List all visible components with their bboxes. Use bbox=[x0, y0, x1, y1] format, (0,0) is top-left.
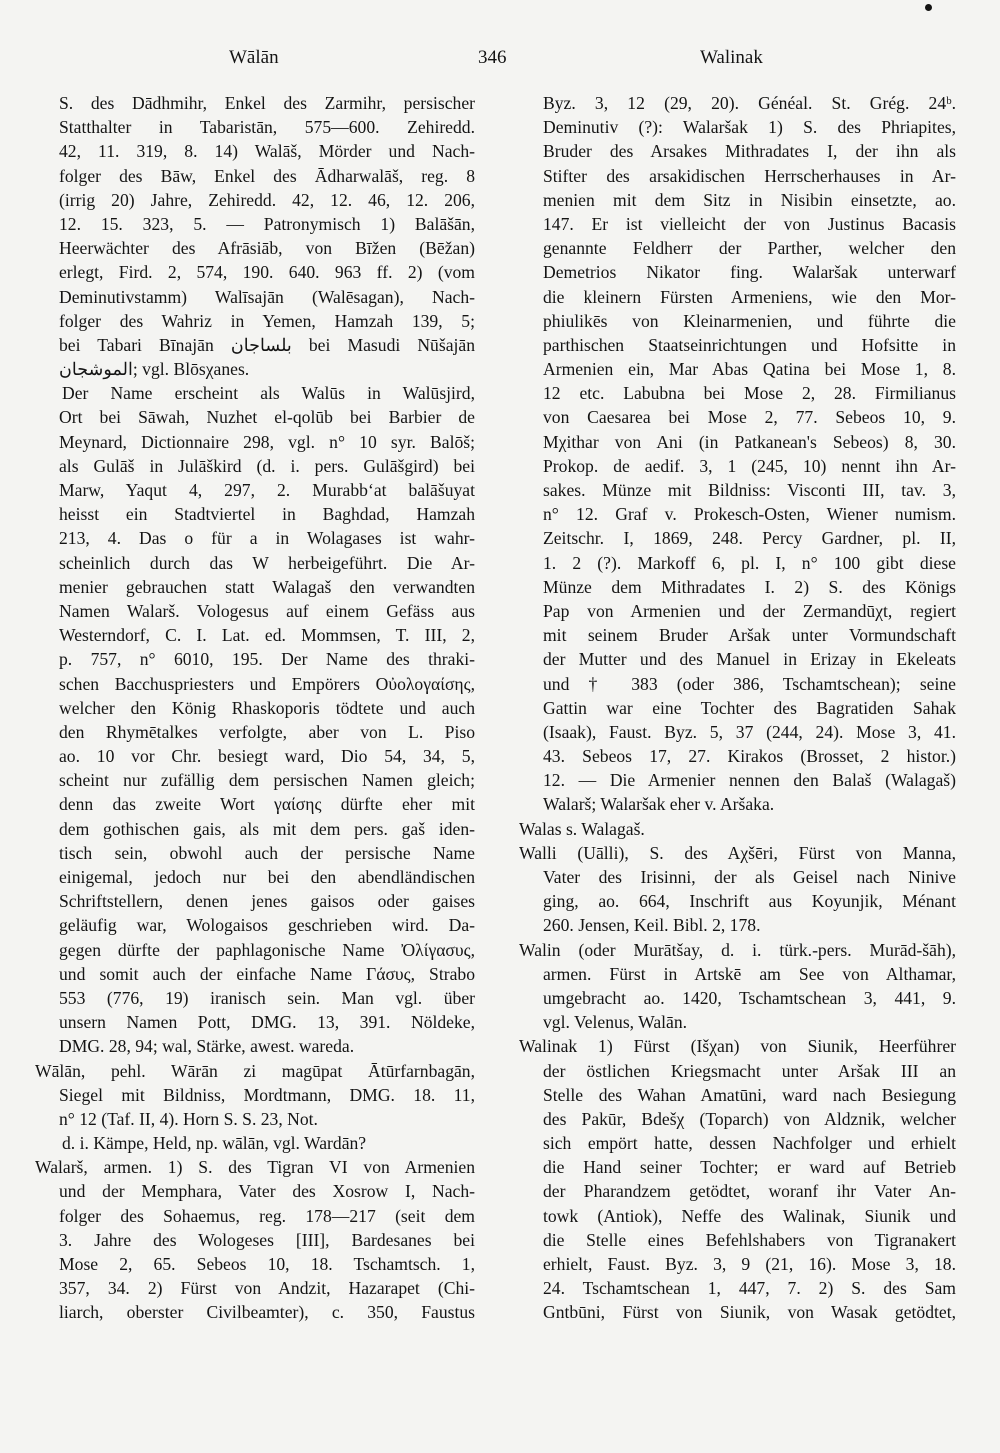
text-line: Schriftstellern, denen jenes gaisos oder gaises bbox=[59, 891, 475, 912]
entry-headword-line: Walli (Uālli), S. des Aχšēri, Fürst von Manna, bbox=[519, 842, 956, 863]
text-line: Bruder des Arsakes Mithradates I, der ihn als bbox=[543, 141, 956, 162]
text-line: 147. Er ist vielleicht der von Justinus Bacasis bbox=[543, 213, 956, 234]
text-line: Meynard, Dictionnaire 298, vgl. n° 10 syr. Balōš; bbox=[59, 431, 475, 452]
text-line: 42, 11. 319, 8. 14) Walāš, Mörder und Nach- bbox=[59, 141, 475, 162]
text-line: Gntbūni, Fürst von Siunik, von Wasak getödtet, bbox=[543, 1302, 956, 1323]
text-line: Walarš; Walaršak eher v. Aršaka. bbox=[543, 794, 775, 815]
text-line: ging, ao. 664, Inschrift aus Koyunjik, Ménant bbox=[543, 891, 956, 912]
text-line: Mose 2, 65. Sebeos 10, 18. Tschamtsch. 1, bbox=[59, 1254, 475, 1274]
text-line: liarch, oberster Civilbeamter), c. 350, Faustus bbox=[59, 1302, 475, 1323]
text-line: 12 etc. Labubna bei Mose 2, 28. Firmilianus bbox=[543, 383, 956, 404]
running-head-right: Walinak bbox=[700, 47, 763, 68]
text-line: und somit auch der einfache Name Γάσυς, Strabo bbox=[59, 963, 475, 984]
text-line: umgebracht ao. 1420, Tschamtschean 3, 441, 9. bbox=[543, 987, 956, 1008]
text-line: towk (Antiok), Neffe des Walinak, Siunik und bbox=[543, 1205, 956, 1226]
text-line: Zeitschr. I, 1869, 248. Percy Gardner, pl. II, bbox=[543, 528, 956, 549]
text-line: d. i. Kämpe, Held, np. wālān, vgl. Wardān? bbox=[62, 1133, 367, 1154]
text-line: 553 (776, 19) iranisch sein. Man vgl. über bbox=[59, 987, 475, 1008]
text-line: 357, 34. 2) Fürst von Andzit, Hazarapet (Chi- bbox=[59, 1278, 475, 1299]
text-line: n° 12. Graf v. Prokesch-Osten, Wiener numism. bbox=[543, 504, 956, 525]
page-number: 346 bbox=[478, 47, 507, 68]
text-line: dem gothischen gais, als mit dem pers. gaš iden- bbox=[59, 818, 475, 839]
text-line: von Caesarea bei Mose 2, 77. Sebeos 10, 9. bbox=[543, 407, 956, 428]
text-line: einigemal, jedoch nur bei den abendländischen bbox=[59, 867, 475, 887]
text-line: die Stelle eines Befehlshabers von Tigranakert bbox=[543, 1229, 956, 1250]
text-line: heisst ein Stadtviertel in Baghdad, Hamzah bbox=[59, 504, 475, 525]
text-line: die kleinern Fürsten Armeniens, wie den Mor- bbox=[543, 286, 956, 307]
text-line: die Hand seiner Tochter; er ward auf Betrieb bbox=[543, 1157, 956, 1178]
text-line: des Pakūr, Bdešχ (Toparch) von Aldznik, welcher bbox=[543, 1108, 956, 1129]
text-line: unsern Namen Pott, DMG. 13, 391. Nöldeke, bbox=[59, 1012, 475, 1033]
text-line: 3. Jahre des Wologeses [III], Bardesanes bei bbox=[59, 1229, 475, 1250]
text-line: Statthalter in Tabaristān, 575—600. Zehiredd. bbox=[59, 117, 475, 138]
text-line: der östlichen Kriegsmacht unter Aršak III an bbox=[543, 1060, 956, 1081]
entry-headword-line: Wālān, pehl. Wārān zi magūpat Ātūrfarnbagān, bbox=[35, 1060, 475, 1081]
text-line: welcher den König Rhaskoporis tödtete und auch bbox=[59, 697, 475, 718]
text-line: Stifter des arsakidischen Herrscherhauses in Ar- bbox=[543, 165, 956, 186]
text-line: phiulikēs von Kleinarmenien, und führte die bbox=[543, 310, 956, 331]
text-line: S. des Dādhmihr, Enkel des Zarmihr, persischer bbox=[59, 93, 475, 113]
text-line: n° 12 (Taf. II, 4). Horn S. S. 23, Not. bbox=[59, 1108, 318, 1129]
text-line: sakes. Münze mit Bildniss: Visconti III, tav. 3, bbox=[543, 480, 956, 500]
text-line: genannte Feldherr der Parther, welcher den bbox=[543, 238, 956, 259]
text-line: 12. 15. 323, 5. — Patronymisch 1) Balāšān, bbox=[59, 213, 475, 234]
text-line: bei Tabari Bīnajān بلساجان bei Masudi Nūšajān bbox=[59, 334, 475, 355]
text-line: p. 757, n° 6010, 195. Der Name des thraki- bbox=[59, 649, 475, 670]
text-line: gegen dürfte der paphlagonische Name Ὀλίγασυς, bbox=[59, 939, 475, 960]
text-line: tisch sein, obwohl auch der persische Name bbox=[59, 842, 475, 863]
text-line: Stelle des Wahan Amatūni, ward nach Besiegung bbox=[543, 1084, 956, 1105]
text-line: Demetrios Nikator fing. Walaršak unterwarf bbox=[543, 262, 956, 283]
text-line: Byz. 3, 12 (29, 20). Généal. St. Grég. 24ᵇ. bbox=[543, 93, 956, 113]
entry-headword-line: Walinak 1) Fürst (Išχan) von Siunik, Heerführer bbox=[519, 1036, 956, 1057]
text-line: scheint nur zufällig dem persischen Namen gleich; bbox=[59, 770, 475, 791]
text-line: Der Name erscheint als Walūs in Walūsjird, bbox=[62, 383, 475, 404]
text-line: folger des Sohaemus, reg. 178—217 (seit dem bbox=[59, 1205, 475, 1226]
text-line: Heerwächter des Afrāsiāb, von Bīžen (Bēžan) bbox=[59, 238, 475, 259]
entry-headword-line: Walas s. Walagaš. bbox=[519, 818, 645, 839]
text-line: mit seinem Bruder Aršak unter Vormundschaft bbox=[543, 625, 956, 646]
text-line: armen. Fürst in Artskē am See von Althamar, bbox=[543, 963, 956, 984]
entry-headword-line: Walin (oder Murātšay, d. i. türk.-pers. Murād-šāh), bbox=[519, 939, 956, 960]
text-line: den Rhymētalkes verfolgte, aber von L. Piso bbox=[59, 721, 475, 742]
right-column bbox=[519, 91, 956, 1325]
text-line: Armenien ein, Mar Abas Qatina bei Mose 1, 8. bbox=[543, 359, 956, 380]
text-line: schen Bacchuspriesters und Empörers Οὐολογαίσης, bbox=[59, 673, 475, 694]
text-line: Pap von Armenien und der Zermandūχt, regiert bbox=[543, 600, 956, 621]
text-line: folger des Bāw, Enkel des Ādharwalāš, reg. 8 bbox=[59, 165, 475, 186]
text-line: Gattin war eine Tochter des Bagratiden Sahak bbox=[543, 697, 956, 718]
text-line: menier gebrauchen statt Walagaš den verwandten bbox=[59, 576, 475, 597]
text-line: DMG. 28, 94; wal, Stärke, awest. wareda. bbox=[59, 1036, 355, 1057]
text-line: ao. 10 vor Chr. besiegt ward, Dio 54, 34, 5, bbox=[59, 746, 475, 767]
running-head-left: Wālān bbox=[229, 47, 279, 68]
text-line: scheinlich durch das W herbeigeführt. Die Ar- bbox=[59, 552, 475, 573]
text-line: Prokop. de aedif. 3, 1 (245, 10) nennt ihn Ar- bbox=[543, 455, 956, 476]
text-line: 213, 4. Das o für a in Wolagases ist wahr- bbox=[59, 528, 475, 549]
text-line: Mχithar von Ani (in Patkanean's Sebeos) 8, 30. bbox=[543, 431, 956, 452]
text-line: (Isaak), Faust. Byz. 5, 37 (244, 24). Mose 3, 41. bbox=[543, 721, 956, 742]
text-line: Marw, Yaqut 4, 297, 2. Murabb‘at balāšuyat bbox=[59, 480, 475, 500]
text-line: Namen Walarš. Vologesus auf einem Gefäss aus bbox=[59, 600, 475, 621]
left-column bbox=[35, 91, 475, 1325]
text-line: 1. 2 (?). Markoff 6, pl. I, n° 100 gibt diese bbox=[543, 552, 956, 573]
text-line: denn das zweite Wort γαίσης dürfte eher mit bbox=[59, 794, 475, 815]
text-line: Deminutivstamm) Walīsajān (Walēsagan), Nach- bbox=[59, 286, 475, 307]
text-line: der Mutter und des Manuel in Erizay in Ekeleats bbox=[543, 649, 956, 670]
entry-headword-line: Walarš, armen. 1) S. des Tigran VI von Armenien bbox=[35, 1157, 475, 1178]
text-line: 12. — Die Armenier nennen den Balaš (Walagaš) bbox=[543, 770, 956, 791]
text-line: erlegt, Fird. 2, 574, 190. 640. 963 ff. 2) (vom bbox=[59, 262, 475, 283]
printer-dot bbox=[925, 4, 932, 11]
text-line: als Gulāš in Julāškird (d. i. pers. Gulāšgird) bei bbox=[59, 455, 475, 476]
text-line: Deminutiv (?): Walaršak 1) S. des Phriapites, bbox=[543, 117, 956, 138]
text-line: erhielt, Faust. Byz. 3, 9 (21, 16). Mose 3, 18. bbox=[543, 1254, 956, 1274]
text-line: (irrig 20) Jahre, Zehiredd. 42, 12. 46, 12. 206, bbox=[59, 189, 475, 210]
text-line: Münze dem Mithradates I. 2) S. des Königs bbox=[543, 576, 956, 597]
text-line: der Pharandzem getödtet, woranf ihr Vater An- bbox=[543, 1181, 956, 1202]
text-line: parthischen Staatseinrichtungen und Hofsitte in bbox=[543, 334, 956, 355]
text-line: folger des Wahriz in Yemen, Hamzah 139, 5; bbox=[59, 310, 475, 331]
text-line: menien mit dem Sitz in Nisibin einsetzte, ao. bbox=[543, 189, 956, 210]
text-line: Ort bei Sāwah, Nuzhet el-qolūb bei Barbier de bbox=[59, 407, 475, 428]
text-line: Vater des Irisinni, der als Geisel nach Ninive bbox=[543, 867, 956, 887]
text-line: geläufig war, Wologaisos geschrieben wird. Da- bbox=[59, 915, 475, 936]
text-line: und † 383 (oder 386, Tschamtschean); seine bbox=[543, 673, 956, 694]
text-line: und der Memphara, Vater des Xosrow I, Nach- bbox=[59, 1181, 475, 1202]
text-line: sich empört hatte, dessen Nachfolger und erhielt bbox=[543, 1133, 956, 1154]
text-line: الموشجان; vgl. Blōsχanes. bbox=[59, 359, 250, 380]
text-line: 260. Jensen, Keil. Bibl. 2, 178. bbox=[543, 915, 761, 936]
text-line: 24. Tschamtschean 1, 447, 7. 2) S. des Sam bbox=[543, 1278, 956, 1299]
text-line: vgl. Velenus, Walān. bbox=[543, 1012, 688, 1033]
text-line: Siegel mit Bildniss, Mordtmann, DMG. 18. 11, bbox=[59, 1084, 475, 1105]
text-line: Westerndorf, C. I. Lat. ed. Mommsen, T. III, 2, bbox=[59, 625, 475, 646]
text-line: 43. Sebeos 17, 27. Kirakos (Brosset, 2 histor.) bbox=[543, 746, 956, 767]
